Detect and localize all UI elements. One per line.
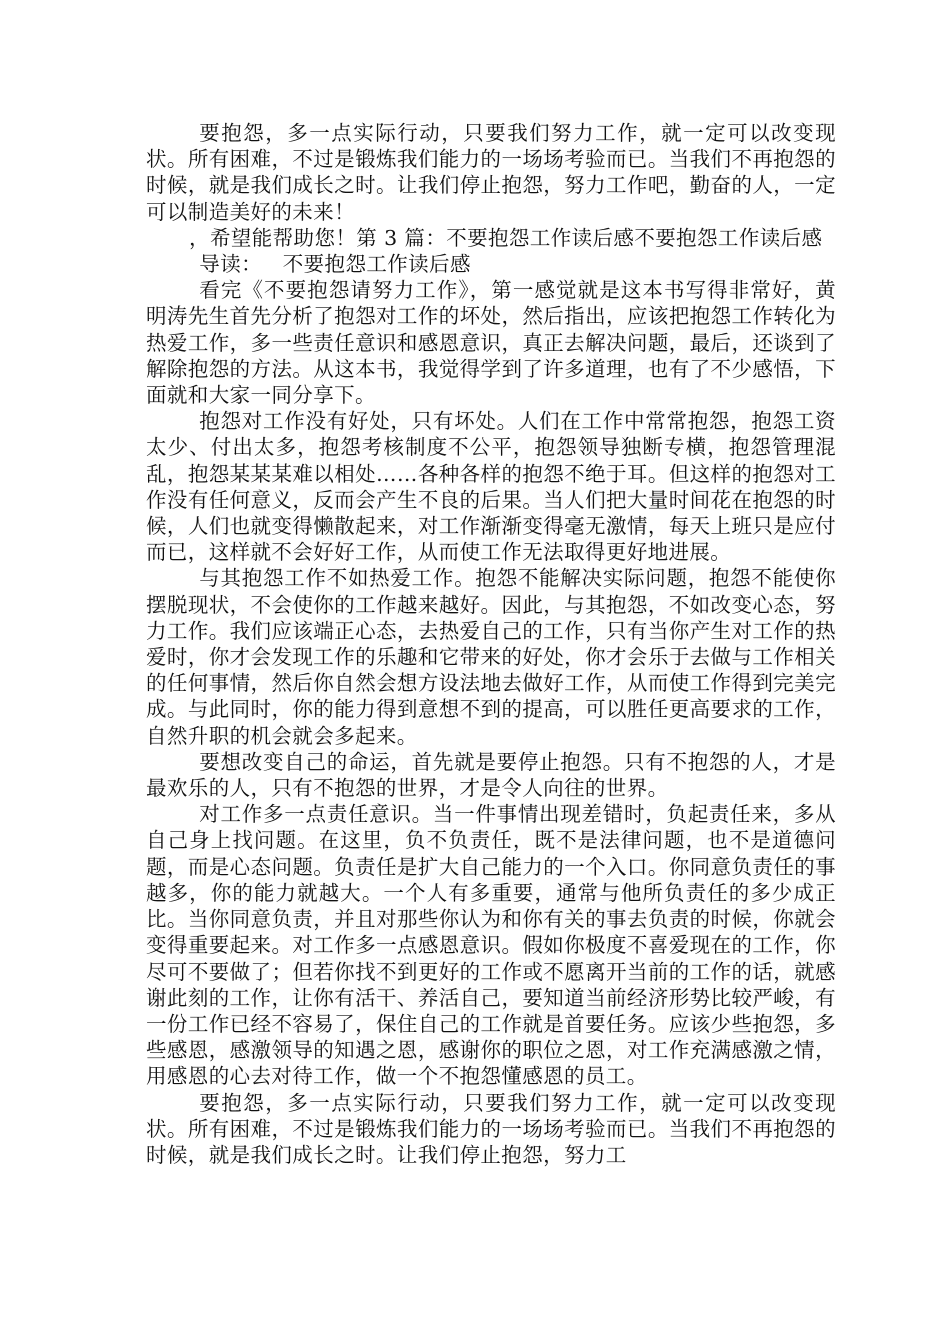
paragraph-6: 要想改变自己的命运，首先就是要停止抱怨。只有不抱怨的人，才是最欢乐的人，只有不抱怨的世界，才是令人向往的世界。 [146, 749, 836, 801]
paragraph-8: 要抱怨，多一点实际行动，只要我们努力工作，就一定可以改变现状。所有困难，不过是锻炼我们能力的一场场考验而已。当我们不再抱怨的时候，就是我们成长之时。让我们停止抱怨，努力工 [146, 1090, 836, 1167]
paragraph-5: 与其抱怨工作不如热爱工作。抱怨不能解决实际问题，抱怨不能使你摆脱现状，不会使你的工作越来越好。因此，与其抱怨，不如改变心态，努力工作。我们应该端正心态，去热爱自己的工作，只有当你产生对工作的热爱时，你才会发现工作的乐趣和它带来的好处，你才会乐于去做与工作相关的任何事情，然后你自然会想方设法地去做好工作，从而使工作得到完美完成。与此同时，你的能力得到意想不到的提高，可以胜任更高要求的工作，自然升职的机会就会多起来。 [146, 566, 836, 748]
paragraph-2: ，希望能帮助您！第 3 篇：不要抱怨工作读后感不要抱怨工作读后感 [189, 225, 823, 250]
document-body [146, 120, 836, 1168]
paragraph-7: 对工作多一点责任意识。当一件事情出现差错时，负起责任来，多从自己身上找问题。在这里，负不负责任，既不是法律问题，也不是道德问题，而是心态问题。负责任是扩大自己能力的一个入口。你同意负责任的事越多，你的能力就越大。一个人有多重要，通常与他所负责任的多少成正比。当你同意负责，并且对那些你认为和你有关的事去负责的时候，你就会变得重要起来。对工作多一点感恩意识。假如你极度不喜爱现在的工作，你尽可不要做了；但若你找不到更好的工作或不愿离开当前的工作的话，就感谢此刻的工作，让你有活干、养活自己，要知道当前经济形势比较严峻，有一份工作已经不容易了，保住自己的工作就是首要任务。应该少些抱怨，多些感恩，感激领导的知遇之恩，感谢你的职位之恩，对工作充满感激之情，用感恩的心去对待工作，做一个不抱怨懂感恩的员工。 [146, 802, 836, 1089]
paragraph-4: 抱怨对工作没有好处，只有坏处。人们在工作中常常抱怨，抱怨工资太少、付出太多，抱怨考核制度不公平，抱怨领导独断专横，抱怨管理混乱，抱怨某某某难以相处……各种各样的抱怨不绝于耳。但这样的抱怨对工作没有任何意义，反而会产生不良的后果。当人们把大量时间花在抱怨的时候，人们也就变得懒散起来，对工作渐渐变得毫无激情，每天上班只是应付而已，这样就不会好好工作，从而使工作无法取得更好地进展。 [146, 409, 836, 565]
paragraph-intro-heading: 导读： 不要抱怨工作读后感 [199, 252, 471, 277]
paragraph-3: 看完《不要抱怨请努力工作》，第一感觉就是这本书写得非常好，黄明涛先生首先分析了抱怨对工作的坏处，然后指出，应该把抱怨工作转化为热爱工作，多一些责任意识和感恩意识，真正去解决问题，最后，还谈到了解除抱怨的方法。从这本书，我觉得学到了许多道理，也有了不少感悟，下面就和大家一同分享下。 [146, 278, 836, 408]
paragraph-1: 要抱怨，多一点实际行动，只要我们努力工作，就一定可以改变现状。所有困难，不过是锻炼我们能力的一场场考验而已。当我们不再抱怨的时候，就是我们成长之时。让我们停止抱怨，努力工作吧，勤奋的人，一定可以制造美好的未来！ [146, 121, 836, 224]
